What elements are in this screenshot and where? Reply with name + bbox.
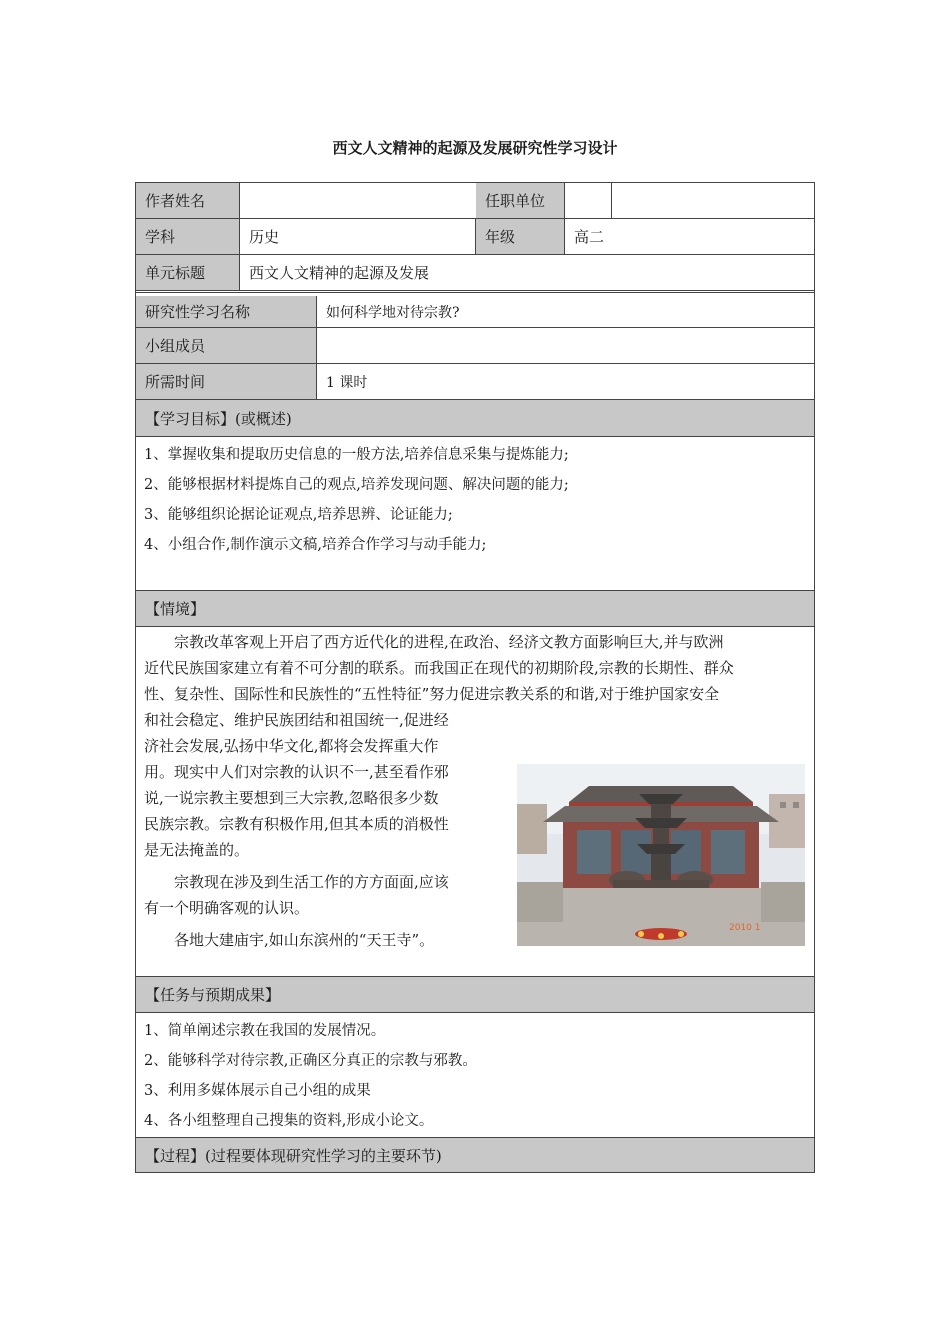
subject-label: 学科 bbox=[136, 219, 240, 254]
task-item: 3、利用多媒体展示自己小组的成果 bbox=[144, 1083, 371, 1099]
context-line: 近代民族国家建立有着不可分割的联系。而我国正在现代的初期阶段,宗教的长期性、群众 bbox=[144, 659, 734, 677]
task-item: 1、简单阐述宗教在我国的发展情况。 bbox=[144, 1023, 386, 1039]
process-header: 【过程】(过程要体现研究性学习的主要环节) bbox=[135, 1137, 815, 1173]
tasks-list bbox=[144, 1016, 477, 1136]
grade-value: 高二 bbox=[574, 228, 605, 246]
context-line: 宗教现在涉及到生活工作的方方面面,应该 bbox=[174, 873, 449, 891]
unit-label: 任职单位 bbox=[476, 183, 565, 218]
time-row bbox=[135, 364, 815, 400]
context-line: 各地大建庙宇,如山东滨州的“天王寺”。 bbox=[174, 931, 435, 949]
temple-photo bbox=[517, 764, 805, 946]
subject-value: 历史 bbox=[240, 219, 476, 254]
goals-header: 【学习目标】(或概述) bbox=[135, 400, 815, 437]
task-item: 4、各小组整理自己搜集的资料,形成小论文。 bbox=[144, 1113, 434, 1129]
tasks-header: 【任务与预期成果】 bbox=[135, 976, 815, 1013]
study-name-value: 如何科学地对待宗教? bbox=[326, 304, 460, 321]
subject-row bbox=[135, 219, 815, 255]
members-value bbox=[317, 328, 814, 363]
author-label: 作者姓名 bbox=[136, 183, 240, 218]
members-label: 小组成员 bbox=[136, 328, 317, 363]
goal-item: 2、能够根据材料提炼自己的观点,培养发现问题、解决问题的能力; bbox=[144, 477, 569, 493]
context-line: 宗教改革客观上开启了西方近代化的进程,在政治、经济文教方面影响巨大,并与欧洲 bbox=[174, 633, 724, 651]
time-value: 1 课时 bbox=[326, 374, 368, 391]
task-item: 2、能够科学对待宗教,正确区分真正的宗教与邪教。 bbox=[144, 1053, 477, 1069]
topic-label: 单元标题 bbox=[136, 255, 240, 290]
context-header: 【情境】 bbox=[135, 590, 815, 627]
context-line: 有一个明确客观的认识。 bbox=[144, 899, 310, 917]
topic-row bbox=[135, 255, 815, 293]
context-line: 性、复杂性、国际性和民族性的“五性特征”努力促进宗教关系的和谐,对于维护国家安全 bbox=[144, 685, 720, 703]
study-name-row bbox=[135, 296, 815, 328]
topic-value: 西文人文精神的起源及发展 bbox=[249, 264, 430, 282]
context-line: 济社会发展,弘扬中华文化,都将会发挥重大作 bbox=[144, 737, 439, 755]
time-label: 所需时间 bbox=[136, 364, 317, 399]
context-line: 民族宗教。宗教有积极作用,但其本质的消极性 bbox=[144, 815, 449, 833]
photo-date-stamp: 2010 1 bbox=[729, 923, 761, 933]
goal-item: 1、掌握收集和提取历史信息的一般方法,培养信息采集与提炼能力; bbox=[144, 447, 569, 463]
members-row bbox=[135, 328, 815, 364]
context-line: 用。现实中人们对宗教的认识不一,甚至看作邪 bbox=[144, 763, 449, 781]
author-row bbox=[135, 182, 815, 219]
document-title: 西文人文精神的起源及发展研究性学习设计 bbox=[332, 139, 618, 157]
unit-value bbox=[565, 183, 814, 218]
goals-list bbox=[144, 440, 569, 560]
goal-item: 3、能够组织论据论证观点,培养思辨、论证能力; bbox=[144, 507, 453, 523]
context-line: 是无法掩盖的。 bbox=[144, 841, 250, 859]
grade-label: 年级 bbox=[476, 219, 565, 254]
context-line: 和社会稳定、维护民族团结和祖国统一,促进经 bbox=[144, 711, 449, 729]
study-name-label: 研究性学习名称 bbox=[136, 296, 317, 327]
context-line: 说,一说宗教主要想到三大宗教,忽略很多少数 bbox=[144, 789, 439, 807]
goal-item: 4、小组合作,制作演示文稿,培养合作学习与动手能力; bbox=[144, 537, 487, 553]
